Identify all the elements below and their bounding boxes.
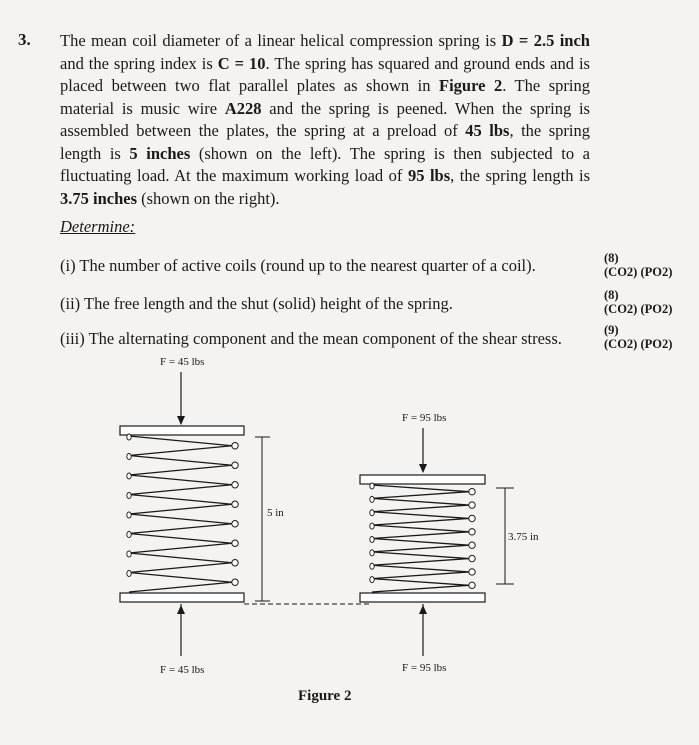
coil-wire-section [127, 532, 131, 538]
question-text-segment: . The spring has squared and ground ends and is placed between two flat parallel plates as shown in [60, 53, 590, 95]
coil-wire-section [232, 540, 238, 546]
coil-wire-section [370, 483, 374, 489]
question-text-segment: , the spring length is [450, 166, 590, 185]
coil-wire-section [370, 577, 374, 583]
emphasized-value: 95 lbs [407, 166, 451, 185]
figure-caption: Figure 2 [298, 688, 352, 704]
emphasized-value: 5 inches [129, 143, 191, 163]
coil-wire-section [469, 502, 475, 508]
coil-wire-section [232, 579, 238, 585]
coil-wire-section [469, 569, 475, 575]
question-number: 3. [18, 30, 31, 49]
right-top-plate [360, 475, 485, 484]
coil-turn [372, 552, 469, 565]
coil-turn [372, 512, 469, 525]
question-text-segment: (shown on the right). [137, 188, 280, 208]
coil-wire-section [370, 523, 374, 529]
coil-wire-section [469, 488, 475, 494]
right-bottom-force-label: F = 95 lbs [402, 662, 447, 674]
right-top-force-label: F = 95 lbs [402, 412, 447, 424]
determine-heading: Determine: [60, 217, 136, 236]
emphasized-value: 45 lbs [465, 121, 510, 140]
question-text-segment: and the spring index is [60, 53, 218, 73]
marks-value: (8) [604, 288, 619, 302]
outcome-codes: (CO2) (PO2) [604, 265, 673, 279]
coil-turn [129, 573, 232, 593]
coil-wire-section [469, 515, 475, 521]
coil-wire-section [232, 482, 238, 488]
coil-turn [372, 539, 469, 552]
outcome-codes: (CO2) (PO2) [604, 337, 673, 351]
coil-wire-section [370, 563, 374, 569]
coil-wire-section [469, 542, 475, 548]
question-text-segment: The mean coil diameter of a linear helical compression spring is [60, 31, 502, 50]
emphasized-value: D = 2.5 inch [501, 31, 590, 50]
marks-value: (8) [604, 251, 619, 265]
coil-wire-section [127, 454, 131, 460]
emphasized-value: C = 10 [217, 53, 266, 73]
coil-turn [372, 485, 469, 498]
emphasized-value: A228 [224, 98, 262, 118]
question-text-segment: (shown on the left). The spring is then subjected to a fluctuating load. At the maximum working load of [60, 143, 590, 185]
coil-wire-section [469, 582, 475, 588]
marks-value: (9) [604, 323, 619, 337]
coil-wire-section [232, 462, 238, 468]
coil-wire-section [232, 560, 238, 566]
coil-turn [129, 534, 232, 554]
right-length-label: 3.75 in [508, 531, 539, 543]
part-i-text: (i) The number of active coils (round up to the nearest quarter of a coil). [60, 256, 536, 275]
coil-turn [129, 495, 232, 515]
coil-turn [129, 553, 232, 573]
coil-turn [129, 475, 232, 495]
coil-wire-section [370, 550, 374, 556]
coil-wire-section [232, 501, 238, 507]
right-bottom-arrowhead [419, 605, 427, 614]
coil-turn [372, 565, 469, 578]
left-bottom-arrowhead [177, 605, 185, 614]
coil-wire-section [370, 510, 374, 516]
emphasized-value: Figure 2 [439, 76, 503, 95]
coil-wire-section [127, 571, 131, 577]
part-iii-text: (iii) The alternating component and the mean component of the shear stress. [60, 329, 562, 348]
left-top-plate [120, 426, 244, 435]
coil-wire-section [370, 496, 374, 502]
coil-wire-section [127, 551, 131, 557]
question-text-segment: and the spring is peened. When the spring is assembled between the plates, the spring at a preload of [60, 98, 590, 140]
question-text-segment: , the spring length is [60, 121, 590, 163]
coil-turn [129, 436, 232, 456]
left-spring-coils [127, 434, 238, 592]
part-ii-text: (ii) The free length and the shut (solid) height of the spring. [60, 294, 453, 313]
coil-wire-section [127, 512, 131, 518]
coil-turn [372, 579, 469, 592]
coil-wire-section [127, 473, 131, 479]
coil-turn [129, 514, 232, 534]
outcome-codes: (CO2) (PO2) [604, 302, 673, 316]
right-spring-coils [370, 483, 475, 592]
left-top-force-label: F = 45 lbs [160, 356, 205, 368]
coil-wire-section [232, 521, 238, 527]
coil-turn [372, 525, 469, 538]
coil-turn [372, 498, 469, 511]
left-bottom-plate [120, 593, 244, 602]
right-top-arrowhead [419, 464, 427, 473]
coil-wire-section [127, 493, 131, 499]
emphasized-value: 3.75 inches [60, 188, 138, 208]
question-text-segment: . The spring material is music wire [60, 76, 590, 118]
left-length-label: 5 in [267, 507, 284, 519]
right-bottom-plate [360, 593, 485, 602]
coil-wire-section [469, 529, 475, 535]
coil-turn [129, 456, 232, 476]
coil-wire-section [370, 537, 374, 543]
coil-wire-section [232, 443, 238, 449]
left-bottom-force-label: F = 45 lbs [160, 664, 205, 676]
coil-wire-section [469, 555, 475, 561]
left-top-arrowhead [177, 416, 185, 425]
coil-wire-section [127, 434, 131, 440]
